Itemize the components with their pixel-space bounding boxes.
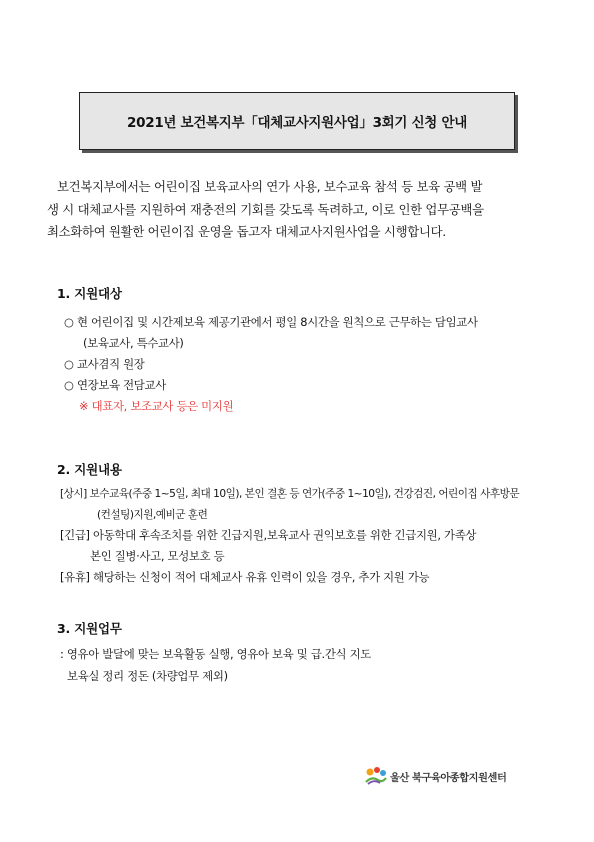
intro-paragraph — [47, 176, 557, 244]
support-line: (컨설팅)지원,예비군 훈련 — [97, 509, 208, 521]
section-2-heading: 2. 지원내용 — [57, 462, 122, 477]
target-item: (보육교사, 특수교사) — [83, 336, 184, 350]
support-line: [긴급] 아동학대 후속조치를 위한 긴급지원,보육교사 권익보호를 위한 긴급지원, 가족상 — [60, 528, 477, 542]
title-box — [79, 92, 515, 150]
support-line: [상시] 보수교육(주중 1~5일, 최대 10일), 본인 결혼 등 연가(주중 1~10일), 건강검진, 어린이집 사후방문 — [60, 488, 520, 500]
duty-line: 보육실 정리 정돈 (차량업무 제외) — [67, 669, 228, 683]
section-1-heading: 1. 지원대상 — [57, 286, 122, 301]
support-line: 본인 질병·사고, 모성보호 등 — [90, 549, 225, 563]
target-item: ○ 현 어린이집 및 시간제보육 제공기관에서 평일 8시간을 원칙으로 근무하는 담임교사 — [64, 315, 478, 329]
footer-logo — [364, 766, 506, 786]
center-logo-icon — [364, 766, 388, 786]
page-title: 2021년 보건복지부「대체교사지원사업」3회기 신청 안내 — [127, 115, 467, 131]
org-name: 울산 북구육아종합지원센터 — [390, 772, 507, 784]
section-3-heading: 3. 지원업무 — [57, 621, 122, 636]
intro-line: 최소화하여 원활한 어린이집 운영을 돕고자 대체교사지원사업을 시행합니다. — [47, 224, 446, 239]
intro-line: 보건복지부에서는 어린이집 보육교사의 연가 사용, 보수교육 참석 등 보육 공백 발 — [57, 179, 483, 194]
intro-line: 생 시 대체교사를 지원하여 재충전의 기회를 갖도록 독려하고, 이로 인한 업무공백을 — [47, 201, 484, 217]
target-item: ○ 교사겸직 원장 — [64, 357, 145, 371]
target-item: ○ 연장보육 전담교사 — [64, 378, 166, 392]
support-line: [유휴] 해당하는 신청이 적어 대체교사 유휴 인력이 있을 경우, 추가 지원 가능 — [60, 570, 430, 584]
duty-line: : 영유아 발달에 맞는 보육활동 실행, 영유아 보육 및 급.간식 지도 — [60, 647, 371, 661]
exclusion-note: ※ 대표자, 보조교사 등은 미지원 — [79, 399, 234, 413]
